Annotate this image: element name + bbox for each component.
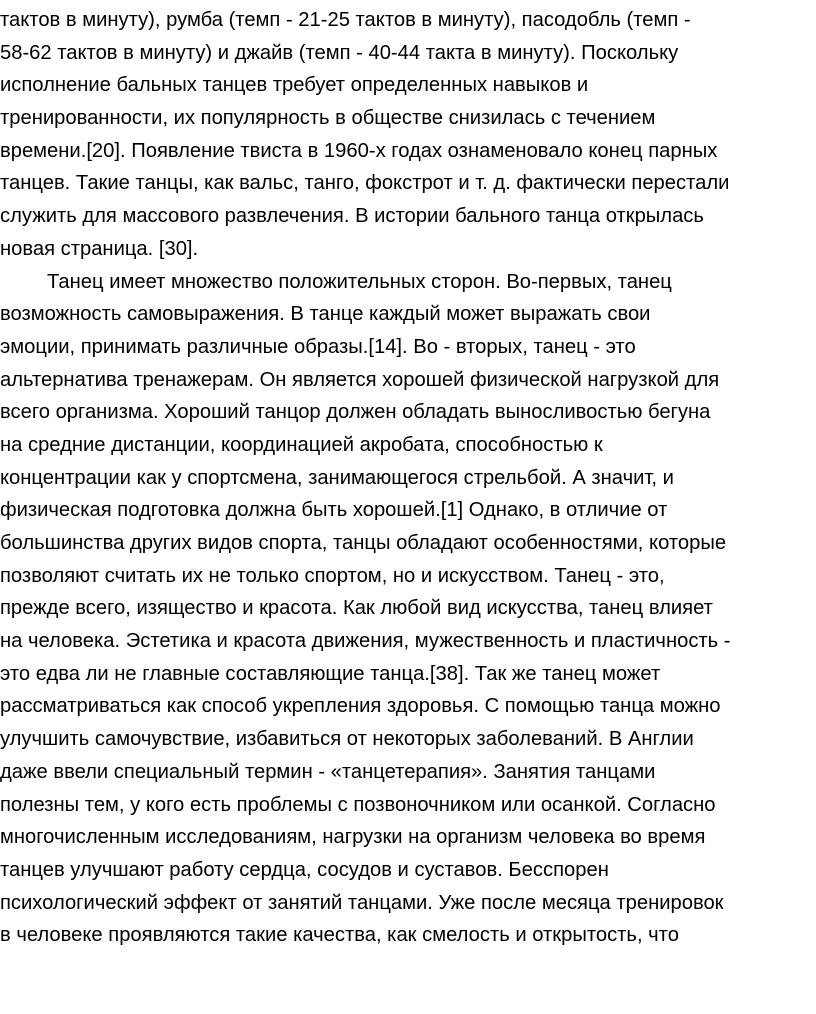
text-line: новая страница. [30]. bbox=[0, 237, 199, 260]
paragraph-first-line: Танец имеет множество положительных сторон. Во-первых, танец bbox=[47, 270, 672, 293]
text-line: рассматриваться как способ укрепления здоровья. С помощью танца можно bbox=[0, 695, 721, 718]
text-line: времени.[20]. Появление твиста в 1960-х годах ознаменовало конец парных bbox=[0, 139, 718, 162]
text-line: полезны тем, у кого есть проблемы с позвоночником или осанкой. Согласно bbox=[0, 793, 716, 816]
text-line: большинства других видов спорта, танцы обладают особенностями, которые bbox=[0, 532, 727, 554]
text-line: на средние дистанции, координацией акробата, способностью к bbox=[0, 433, 603, 456]
text-line: улучшить самочувствие, избавиться от некоторых заболеваний. В Англии bbox=[0, 728, 694, 751]
text-line: позволяют считать их не только спортом, но и искусством. Танец - это, bbox=[0, 564, 665, 587]
text-line: исполнение бальных танцев требует определенных навыков и bbox=[0, 74, 589, 97]
text-line: прежде всего, изящество и красота. Как любой вид искусства, танец влияет bbox=[0, 597, 713, 620]
text-line: даже ввели специальный термин - «танцетерапия». Занятия танцами bbox=[0, 760, 656, 783]
text-line: эмоции, принимать различные образы.[14]. Во - вторых, танец - это bbox=[0, 335, 636, 358]
text-line: на человека. Эстетика и красота движения, мужественность и пластичность - bbox=[0, 630, 731, 653]
text-line: тренированности, их популярность в обществе снизилась с течением bbox=[0, 107, 656, 130]
text-line: танцев. Такие танцы, как вальс, танго, фокстрот и т. д. фактически перестали bbox=[0, 172, 730, 195]
text-line: концентрации как у спортсмена, занимающегося стрельбой. А значит, и bbox=[0, 466, 674, 489]
text-line: многочисленным исследованиям, нагрузки на организм человека во время bbox=[0, 826, 706, 849]
text-line: 58-62 тактов в минуту) и джайв (темп - 40-44 такта в минуту). Поскольку bbox=[0, 41, 679, 64]
text-line: психологический эффект от занятий танцами. Уже после месяца тренировок bbox=[0, 891, 724, 914]
text-line: это едва ли не главные составляющие танца.[38]. Так же танец может bbox=[0, 662, 661, 685]
text-line: танцев улучшают работу сердца, сосудов и суставов. Бесспорен bbox=[0, 858, 609, 881]
text-line: служить для массового развлечения. В истории бального танца открылась bbox=[0, 205, 704, 228]
text-line: возможность самовыражения. В танце каждый может выражать свои bbox=[0, 303, 651, 326]
text-line: альтернатива тренажерам. Он является хорошей физической нагрузкой для bbox=[0, 368, 720, 391]
text-line: тактов в минуту), румба (темп - 21-25 тактов в минуту), пасодобль (темп - bbox=[0, 9, 691, 31]
text-line: физическая подготовка должна быть хорошей.[1] Однако, в отличие от bbox=[0, 499, 668, 522]
text-line: в человеке проявляются такие качества, как смелость и открытость, что bbox=[0, 924, 679, 947]
text-line: всего организма. Хороший танцор должен обладать выносливостью бегуна bbox=[0, 401, 711, 424]
